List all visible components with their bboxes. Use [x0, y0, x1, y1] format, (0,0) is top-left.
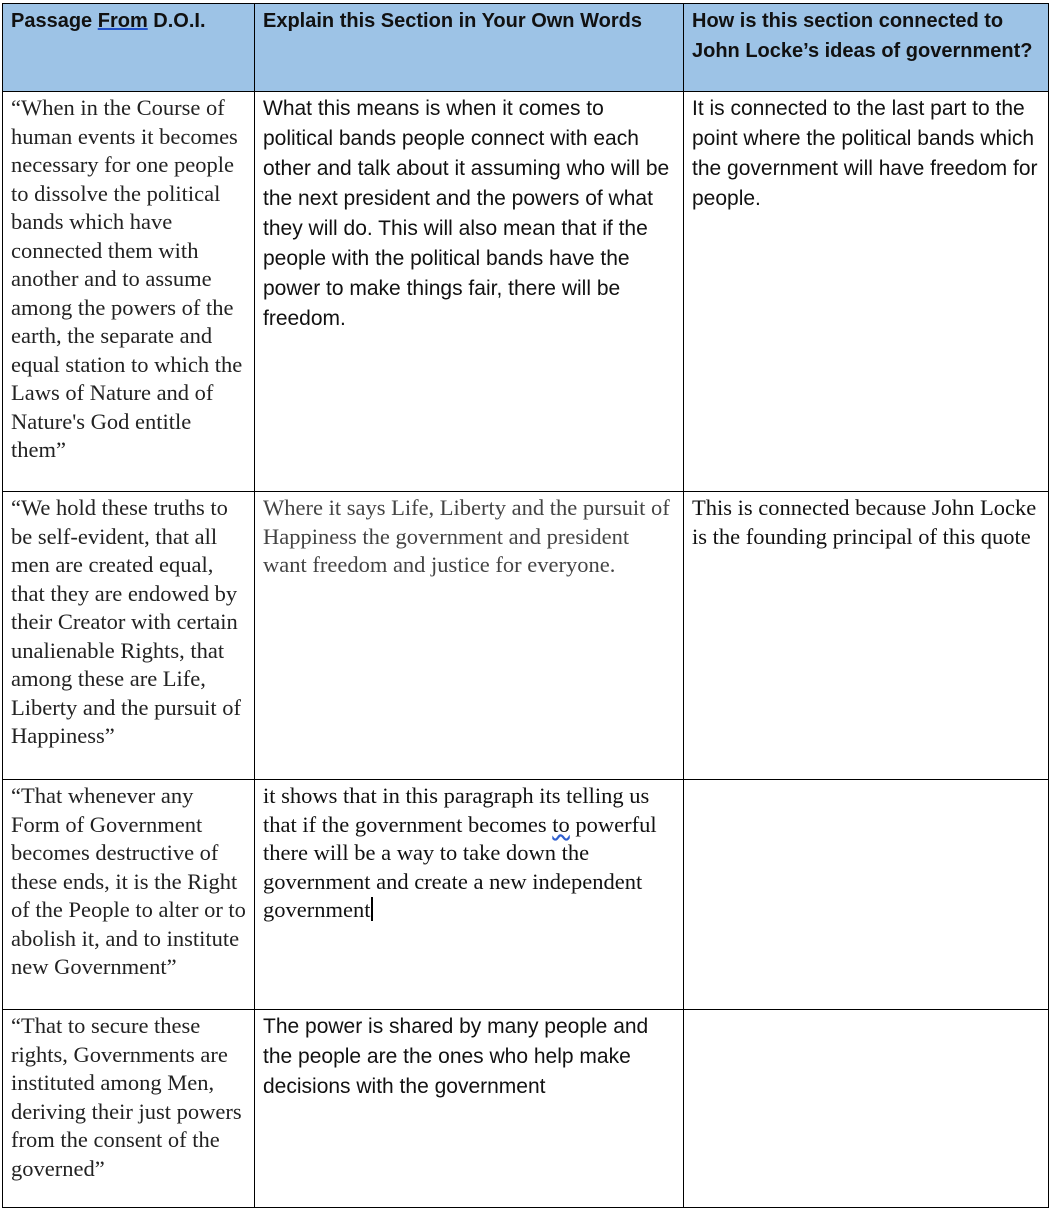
- table-row: [3, 92, 1049, 492]
- table-row: [3, 492, 1049, 780]
- explanation-cell[interactable]: The power is shared by many people and the people are the ones who help make decisions with the government: [255, 1010, 684, 1208]
- header-passage: Passage From D.O.I.: [3, 4, 255, 92]
- connection-cell[interactable]: It is connected to the last part to the point where the political bands which the government will have freedom for people.: [684, 92, 1049, 492]
- passage-cell[interactable]: “That whenever any Form of Government becomes destructive of these ends, it is the Right of the People to alter or to abolish it, and to institute new Government”: [3, 780, 255, 1010]
- connection-cell[interactable]: This is connected because John Locke is the founding principal of this quote: [684, 492, 1049, 780]
- explanation-cell[interactable]: What this means is when it comes to political bands people connect with each other and talk about it assuming who will be the next president and the powers of what they will do. This will also mean that if the people with the political bands have the power to make things fair, there will be freedom.: [255, 92, 684, 492]
- explanation-cell[interactable]: it shows that in this paragraph its telling us that if the government becomes to powerful there will be a way to take down the government and create a new independent government: [255, 780, 684, 1010]
- from-link-text: From: [97, 10, 148, 32]
- text-cursor: [371, 897, 373, 921]
- doi-worksheet-table: [2, 3, 1049, 1208]
- header-explain: Explain this Section in Your Own Words: [255, 4, 684, 92]
- passage-cell[interactable]: “That to secure these rights, Governments are instituted among Men, deriving their just powers from the consent of the governed”: [3, 1010, 255, 1208]
- explanation-cell[interactable]: Where it says Life, Liberty and the pursuit of Happiness the government and president want freedom and justice for everyone.: [255, 492, 684, 780]
- header-row: [3, 4, 1049, 92]
- header-connection: How is this section connected to John Locke’s ideas of government?: [684, 4, 1049, 92]
- table-row: [3, 780, 1049, 1010]
- passage-cell[interactable]: “We hold these truths to be self-evident, that all men are created equal, that they are endowed by their Creator with certain unalienable Rights, that among these are Life, Liberty and the pursuit of Happiness”: [3, 492, 255, 780]
- spelling-flag-word: to: [552, 811, 570, 837]
- passage-cell[interactable]: “When in the Course of human events it becomes necessary for one people to dissolve the political bands which have connected them with another and to assume among the powers of the earth, the separate and equal station to which the Laws of Nature and of Nature's God entitle them”: [3, 92, 255, 492]
- connection-cell[interactable]: [684, 780, 1049, 1010]
- table-row: [3, 1010, 1049, 1208]
- connection-cell[interactable]: [684, 1010, 1049, 1208]
